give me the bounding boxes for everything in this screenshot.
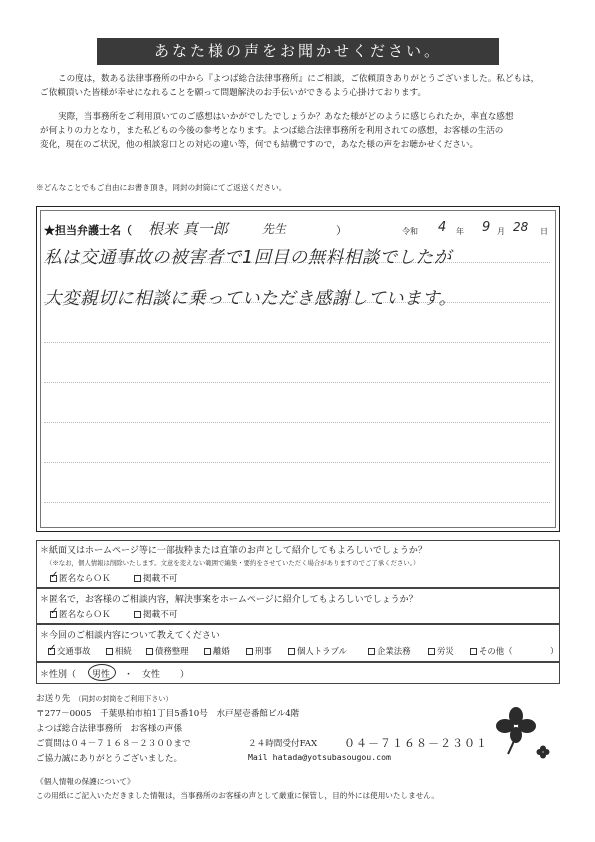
- ruled-line: [44, 502, 550, 503]
- fax-label: ２４時間受付FAX: [248, 739, 318, 749]
- q3-opt-label: 刑事: [255, 646, 272, 656]
- q3-opt-label: 相続: [115, 646, 132, 656]
- q1-option-decline-label: 掲載不可: [143, 574, 178, 584]
- checkbox-checked[interactable]: [50, 611, 57, 618]
- intro-line-5: 変化，現在のご状況，他の相談窓口との対応の違い等，何でも結構ですので，あなた様の声をお聴かせください。: [40, 140, 479, 150]
- selection-circle: [88, 664, 116, 681]
- checkbox[interactable]: [106, 648, 113, 655]
- handwritten-comment-line-2: 大変親切に相談に乗っていただき感謝しています。: [44, 289, 457, 309]
- checkbox[interactable]: [470, 648, 477, 655]
- q3-opt-personal[interactable]: [288, 645, 347, 657]
- date-day[interactable]: 28: [513, 220, 529, 234]
- privacy-title: 《個人情報の保護について》: [36, 777, 135, 786]
- intro-line-3: 実際，当事務所をご利用頂いてのご感想はいかがでしたでしょうか？あなた様がどのように感じられたか，率直な感想: [58, 112, 514, 122]
- q3-opt-corporate[interactable]: [368, 645, 411, 657]
- intro-line-4: が何よりの力となり，また私どもの今後の参考となります。よつば総合法律事務所を利用されての感想，お客様の生活の: [40, 126, 504, 136]
- q3-opt-label: 労災: [437, 646, 454, 656]
- thanks-message: ご協力誠にありがとうございました。: [36, 754, 183, 764]
- q3-opt-inheritance[interactable]: [106, 645, 132, 657]
- checkbox[interactable]: [134, 575, 141, 582]
- date-day-unit: 日: [540, 227, 548, 236]
- lawyer-close: ）: [336, 224, 347, 237]
- date-era: 令和: [402, 227, 418, 236]
- tel-lead: ご質問は０４－７１６８－２３００まで: [36, 739, 191, 749]
- intro-line-1: この度は，数ある法律事務所の中から『よつば総合法律事務所』にご相談，ご依頼頂きありがとうございました。私どもは，: [58, 74, 540, 84]
- send-to-note: （同封の封筒をご利用下さい）: [74, 695, 173, 703]
- q4-close: ）: [180, 670, 190, 680]
- q2-option-anonymous-label: 匿名ならＯＫ: [59, 610, 111, 620]
- fax-number: ０４－７１６８－２３０１: [344, 737, 488, 750]
- q2-option-decline[interactable]: [134, 608, 177, 620]
- lawyer-name[interactable]: 根来 真一郎: [148, 220, 228, 238]
- send-to-label: [36, 692, 172, 704]
- office-name: よつば総合法律事務所 お客様の声係: [36, 724, 183, 734]
- clover-logo-icon: [494, 706, 538, 758]
- ruled-line: [44, 382, 550, 383]
- q2-option-decline-label: 掲載不可: [143, 610, 178, 620]
- q3-opt-traffic[interactable]: [48, 645, 91, 657]
- ruled-line: [44, 422, 550, 423]
- checkbox-checked[interactable]: [48, 648, 55, 655]
- q3-opt-label: 交通事故: [57, 646, 91, 656]
- q2-option-anonymous[interactable]: [50, 608, 111, 620]
- gender-male[interactable]: [92, 667, 110, 680]
- checkbox-checked[interactable]: [50, 575, 57, 582]
- mail-address[interactable]: Mail hatada@yotsubasougou.com: [248, 752, 391, 762]
- checkbox[interactable]: [288, 648, 295, 655]
- checkbox[interactable]: [368, 648, 375, 655]
- privacy-text: この用紙にご記入いただきました情報は，当事務所のお客様の声として厳重に保管し，目的外には使用いたしません。: [36, 791, 439, 800]
- q3-opt-label: 個人トラブル: [297, 646, 347, 656]
- intro-line-2: ご依頼頂いた皆様が幸せになれることを願って問題解決のお手伝いができるよう心掛けております。: [40, 88, 427, 98]
- handwritten-comment-line-1: 私は交通事故の被害者で1回目の無料相談でしたが: [44, 248, 452, 268]
- q1-option-anonymous[interactable]: [50, 572, 111, 584]
- q3-opt-label: 債務整理: [155, 646, 189, 656]
- gender-separator: ・: [124, 670, 134, 680]
- checkbox[interactable]: [204, 648, 211, 655]
- lawyer-suffix: 先生: [262, 222, 287, 236]
- date-month[interactable]: 9: [482, 220, 491, 235]
- date-month-unit: 月: [497, 227, 505, 236]
- ruled-line: [44, 342, 550, 343]
- q3-opt-label: 離婚: [213, 646, 230, 656]
- gender-female[interactable]: 女性: [142, 670, 161, 680]
- page-title: あなた様の声をお聞かせください。: [97, 38, 499, 65]
- checkbox[interactable]: [428, 648, 435, 655]
- q3-question: ＊今回のご相談内容について教えてください: [40, 631, 220, 641]
- q3-opt-debt[interactable]: [146, 645, 189, 657]
- q3-opt-label: その他（: [479, 646, 513, 656]
- checkbox[interactable]: [146, 648, 153, 655]
- q1-note: （※なお，個人情報は削除いたします。文意を変えない範囲で編集・要約をさせていただく場合がありますのでご了承ください。）: [46, 559, 420, 567]
- q3-opt-workers-comp[interactable]: [428, 645, 454, 657]
- q3-opt-label: 企業法務: [377, 646, 411, 656]
- small-clover-icon: [536, 745, 550, 759]
- checkbox[interactable]: [134, 611, 141, 618]
- lawyer-label: ★担当弁護士名（: [44, 224, 132, 237]
- address: 〒277－0005 千葉県柏市柏1丁目5番10号 水戸屋壱番館ビル4階: [36, 709, 300, 719]
- q3-opt-divorce[interactable]: [204, 645, 230, 657]
- q3-opt-criminal[interactable]: [246, 645, 272, 657]
- send-to-text: お送り先: [36, 694, 71, 704]
- q1-question: ＊紙面又はホームページ等に一部抜粋または直筆のお声として紹介してもよろしいでしょうか？: [40, 546, 427, 556]
- instruction-note: ※どんなことでもご自由にお書き頂き，同封の封筒にてご返送ください。: [36, 183, 287, 192]
- q1-option-anonymous-label: 匿名ならＯＫ: [59, 574, 111, 584]
- q2-question: ＊匿名で，お客様のご相談内容，解決事案をホームページに紹介してもよろしいでしょうか？: [40, 595, 418, 605]
- q1-option-decline[interactable]: [134, 572, 177, 584]
- q3-opt-other[interactable]: [470, 645, 513, 657]
- date-year-unit: 年: [456, 227, 464, 236]
- ruled-line: [44, 462, 550, 463]
- gender-male-label: 男性: [92, 670, 111, 680]
- date-year[interactable]: 4: [438, 220, 447, 235]
- checkbox[interactable]: [246, 648, 253, 655]
- q3-other-close: ）: [550, 646, 559, 656]
- q4-label: ＊性別（: [40, 670, 77, 680]
